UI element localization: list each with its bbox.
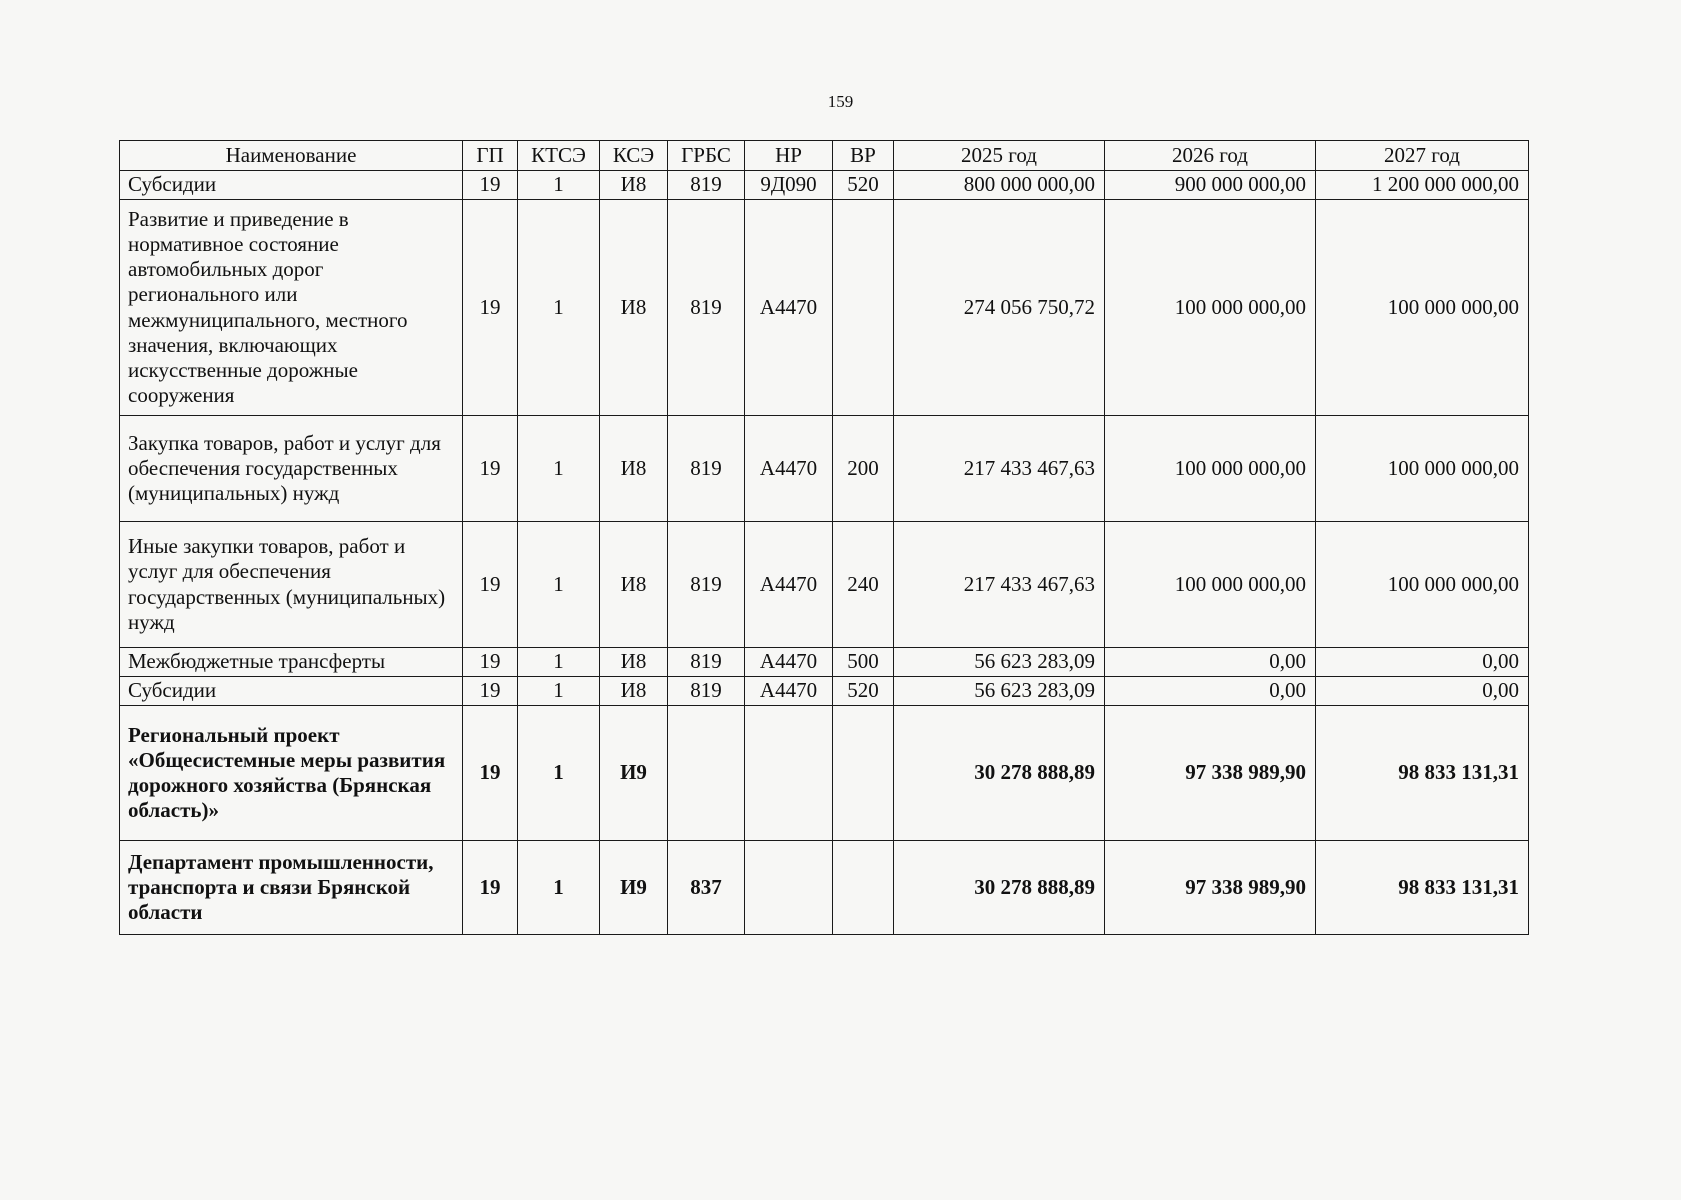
cell-2026: 97 338 989,90 <box>1105 706 1316 841</box>
table-row <box>120 648 1529 677</box>
table-row <box>120 522 1529 648</box>
cell-name: Межбюджетные трансферты <box>120 648 463 677</box>
cell-name: Развитие и приведение в нормативное состояние автомобильных дорог регионального или межмуниципального, местного значения, включающих искусственные дорожные сооружения <box>120 200 463 416</box>
cell-gp: 19 <box>463 648 518 677</box>
cell-2025: 800 000 000,00 <box>894 171 1105 200</box>
cell-2027: 100 000 000,00 <box>1316 522 1529 648</box>
table-row <box>120 171 1529 200</box>
cell-2025: 217 433 467,63 <box>894 416 1105 522</box>
cell-name: Региональный проект «Общесистемные меры развития дорожного хозяйства (Брянская область)» <box>120 706 463 841</box>
cell-vr: 240 <box>833 522 894 648</box>
cell-2025: 30 278 888,89 <box>894 841 1105 935</box>
cell-ktse: 1 <box>518 677 600 706</box>
cell-grbs: 837 <box>668 841 745 935</box>
cell-kse: И8 <box>600 416 668 522</box>
cell-grbs: 819 <box>668 171 745 200</box>
cell-kse: И8 <box>600 677 668 706</box>
cell-gp: 19 <box>463 841 518 935</box>
cell-gp: 19 <box>463 200 518 416</box>
cell-nr <box>745 841 833 935</box>
cell-nr <box>745 706 833 841</box>
cell-ktse: 1 <box>518 648 600 677</box>
cell-nr: А4470 <box>745 200 833 416</box>
header-name: Наименование <box>120 141 463 171</box>
cell-grbs: 819 <box>668 522 745 648</box>
cell-vr <box>833 706 894 841</box>
cell-2025: 217 433 467,63 <box>894 522 1105 648</box>
cell-kse: И8 <box>600 522 668 648</box>
header-2027: 2027 год <box>1316 141 1529 171</box>
cell-2025: 30 278 888,89 <box>894 706 1105 841</box>
cell-2026: 100 000 000,00 <box>1105 200 1316 416</box>
cell-2027: 0,00 <box>1316 677 1529 706</box>
cell-2026: 100 000 000,00 <box>1105 522 1316 648</box>
cell-grbs <box>668 706 745 841</box>
cell-gp: 19 <box>463 677 518 706</box>
table-row <box>120 200 1529 416</box>
budget-table <box>119 140 1529 935</box>
cell-kse: И8 <box>600 648 668 677</box>
cell-2027: 100 000 000,00 <box>1316 200 1529 416</box>
table-row <box>120 416 1529 522</box>
cell-vr <box>833 200 894 416</box>
cell-2026: 900 000 000,00 <box>1105 171 1316 200</box>
cell-nr: А4470 <box>745 648 833 677</box>
cell-nr: 9Д090 <box>745 171 833 200</box>
cell-gp: 19 <box>463 522 518 648</box>
cell-2027: 1 200 000 000,00 <box>1316 171 1529 200</box>
cell-vr <box>833 841 894 935</box>
cell-2026: 97 338 989,90 <box>1105 841 1316 935</box>
cell-2025: 56 623 283,09 <box>894 648 1105 677</box>
table-row <box>120 677 1529 706</box>
table-row <box>120 841 1529 935</box>
cell-name: Субсидии <box>120 171 463 200</box>
cell-vr: 520 <box>833 171 894 200</box>
cell-gp: 19 <box>463 706 518 841</box>
cell-nr: А4470 <box>745 416 833 522</box>
cell-2026: 100 000 000,00 <box>1105 416 1316 522</box>
cell-kse: И9 <box>600 841 668 935</box>
cell-grbs: 819 <box>668 200 745 416</box>
cell-name: Закупка товаров, работ и услуг для обеспечения государственных (муниципальных) нужд <box>120 416 463 522</box>
header-row <box>120 141 1529 171</box>
cell-2027: 98 833 131,31 <box>1316 841 1529 935</box>
header-vr: ВР <box>833 141 894 171</box>
cell-vr: 500 <box>833 648 894 677</box>
cell-name: Субсидии <box>120 677 463 706</box>
cell-nr: А4470 <box>745 522 833 648</box>
cell-vr: 200 <box>833 416 894 522</box>
cell-2026: 0,00 <box>1105 677 1316 706</box>
cell-ktse: 1 <box>518 171 600 200</box>
cell-2025: 274 056 750,72 <box>894 200 1105 416</box>
cell-nr: А4470 <box>745 677 833 706</box>
cell-kse: И8 <box>600 200 668 416</box>
header-gp: ГП <box>463 141 518 171</box>
cell-ktse: 1 <box>518 416 600 522</box>
cell-2027: 98 833 131,31 <box>1316 706 1529 841</box>
header-2026: 2026 год <box>1105 141 1316 171</box>
table-body <box>120 171 1529 935</box>
cell-vr: 520 <box>833 677 894 706</box>
cell-ktse: 1 <box>518 200 600 416</box>
header-ktse: КТСЭ <box>518 141 600 171</box>
header-kse: КСЭ <box>600 141 668 171</box>
header-grbs: ГРБС <box>668 141 745 171</box>
cell-2026: 0,00 <box>1105 648 1316 677</box>
cell-name: Департамент промышленности, транспорта и связи Брянской области <box>120 841 463 935</box>
cell-2025: 56 623 283,09 <box>894 677 1105 706</box>
page-number: 159 <box>827 92 854 111</box>
cell-ktse: 1 <box>518 841 600 935</box>
cell-kse: И8 <box>600 171 668 200</box>
header-2025: 2025 год <box>894 141 1105 171</box>
cell-2027: 100 000 000,00 <box>1316 416 1529 522</box>
table-row <box>120 706 1529 841</box>
cell-ktse: 1 <box>518 706 600 841</box>
cell-grbs: 819 <box>668 677 745 706</box>
cell-name: Иные закупки товаров, работ и услуг для обеспечения государственных (муниципальных) нужд <box>120 522 463 648</box>
table-header <box>120 141 1529 171</box>
cell-kse: И9 <box>600 706 668 841</box>
header-nr: НР <box>745 141 833 171</box>
cell-gp: 19 <box>463 171 518 200</box>
cell-grbs: 819 <box>668 416 745 522</box>
cell-grbs: 819 <box>668 648 745 677</box>
cell-2027: 0,00 <box>1316 648 1529 677</box>
cell-gp: 19 <box>463 416 518 522</box>
cell-ktse: 1 <box>518 522 600 648</box>
